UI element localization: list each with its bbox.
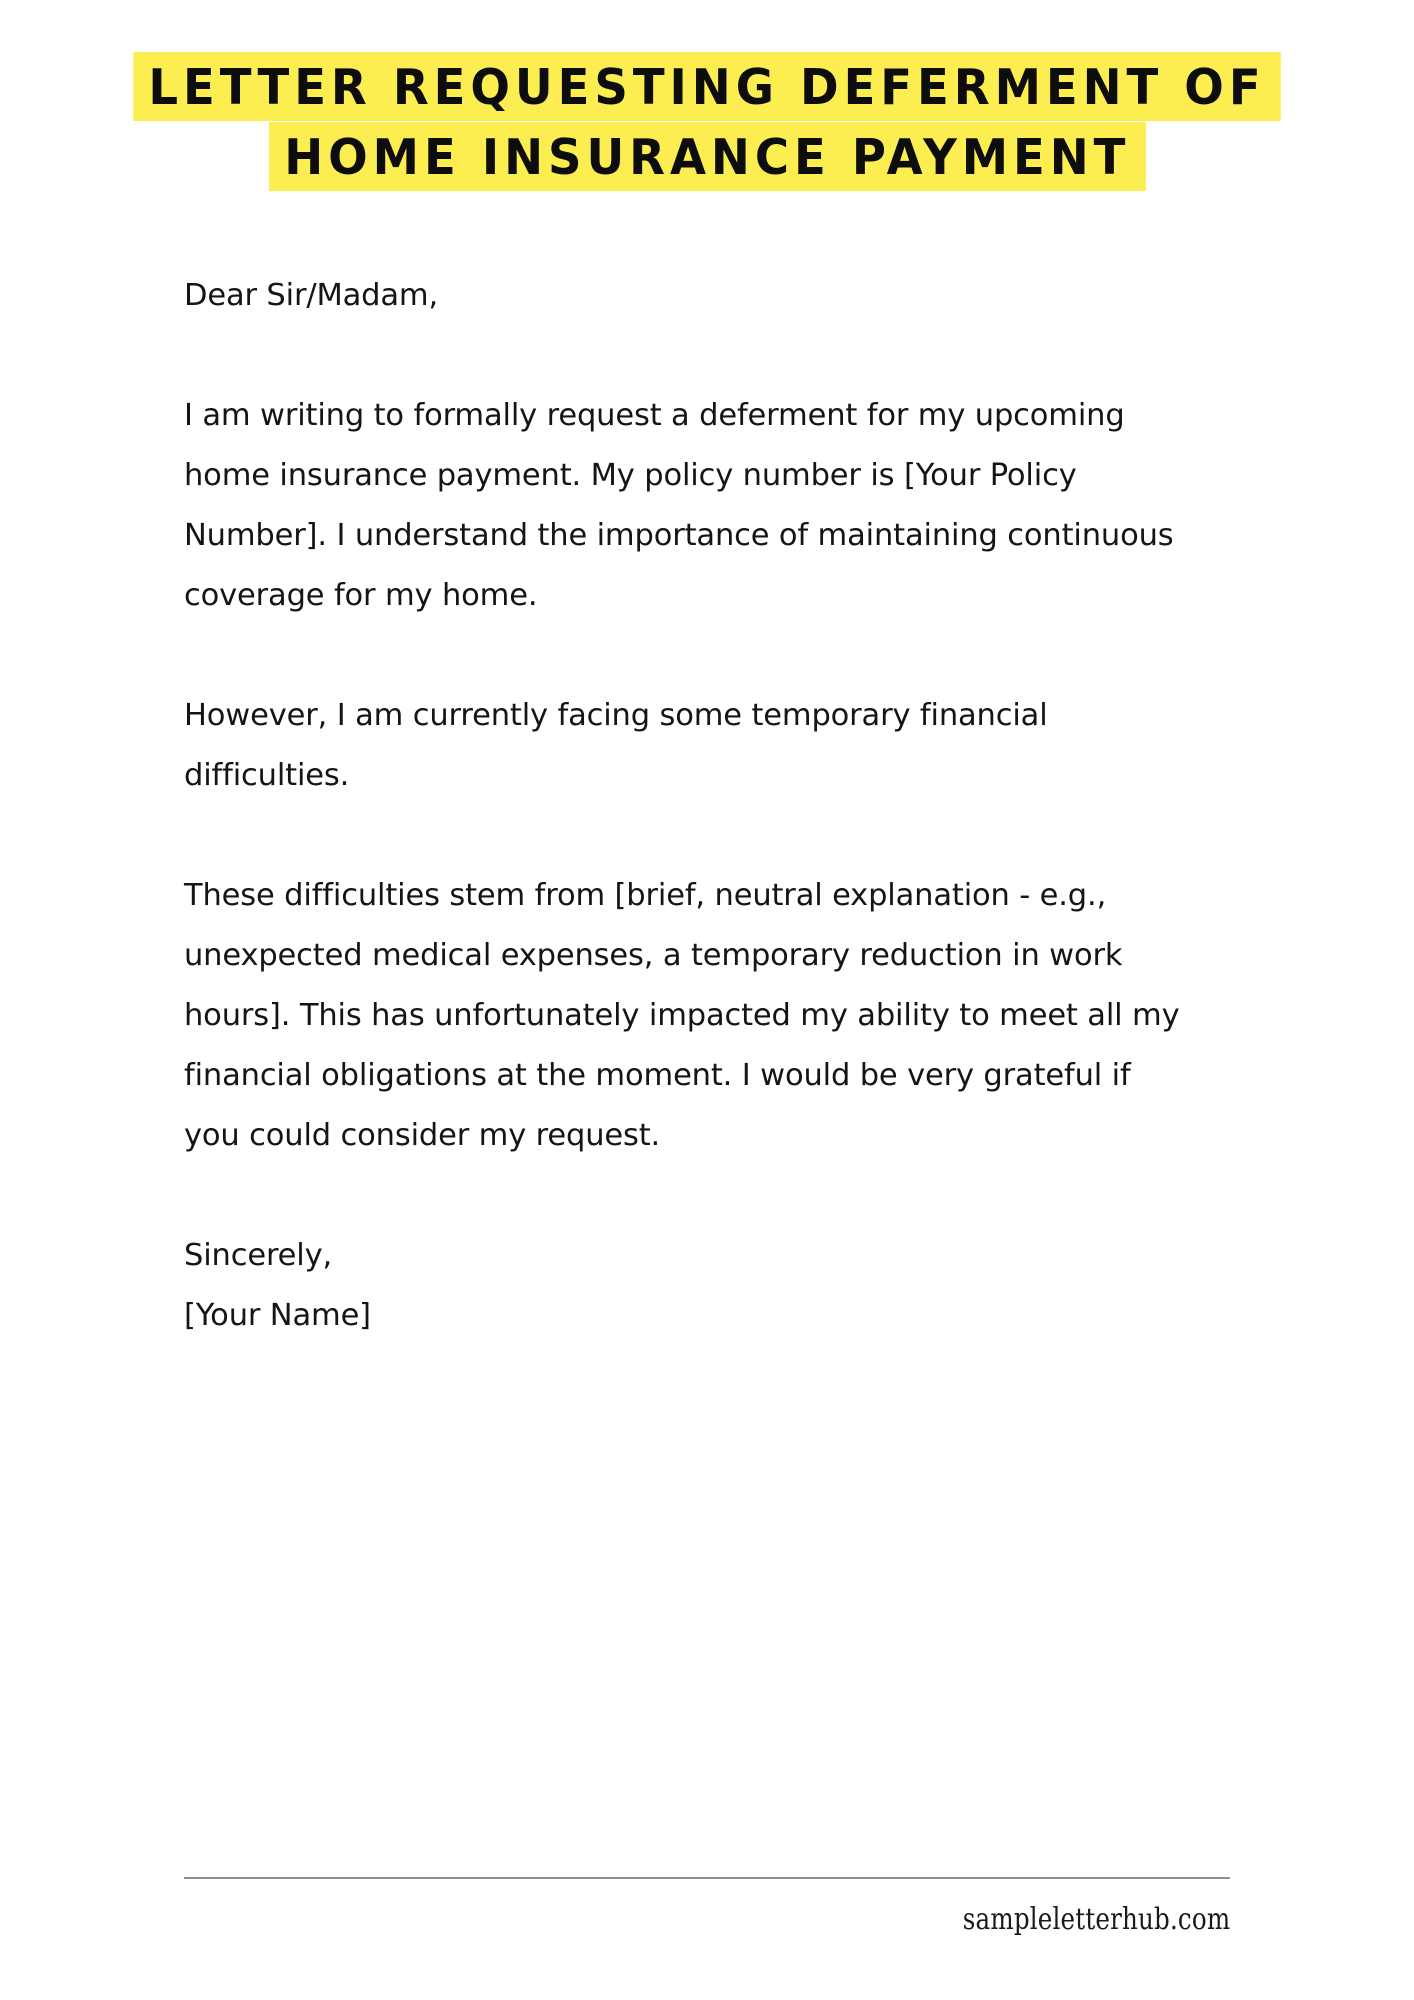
letter-content	[184, 266, 1190, 1346]
page-title-line-1: LETTER REQUESTING DEFERMENT OF	[133, 52, 1281, 121]
paragraph-2: However, I am currently facing some temporary financial difficulties.	[184, 698, 1058, 793]
paragraph-1: I am writing to formally request a deferment for my upcoming home insurance payment. My policy number is [Your Policy Number]. I understand the importance of maintaining continuous coverage for my home.	[184, 398, 1184, 613]
paragraph-3: These difficulties stem from [brief, neutral explanation - e.g., unexpected medical expenses, a temporary reduction in work hours]. This has unfortunately impacted my ability to meet all my financial obligations at the moment. I would be very grateful if you could consider my request.	[184, 878, 1190, 1153]
footer-site-url: sampleletterhub.com	[962, 1902, 1230, 1937]
page-footer	[184, 1840, 1230, 2000]
footer-divider	[184, 1877, 1230, 1879]
signature-placeholder: [Your Name]	[184, 1298, 371, 1333]
salutation: Dear Sir/Madam,	[184, 278, 439, 313]
page-title	[0, 52, 1414, 192]
letter-body-area	[92, 192, 1322, 2000]
closing-salutation: Sincerely,	[184, 1238, 333, 1273]
page-title-line-2: HOME INSURANCE PAYMENT	[269, 122, 1145, 191]
